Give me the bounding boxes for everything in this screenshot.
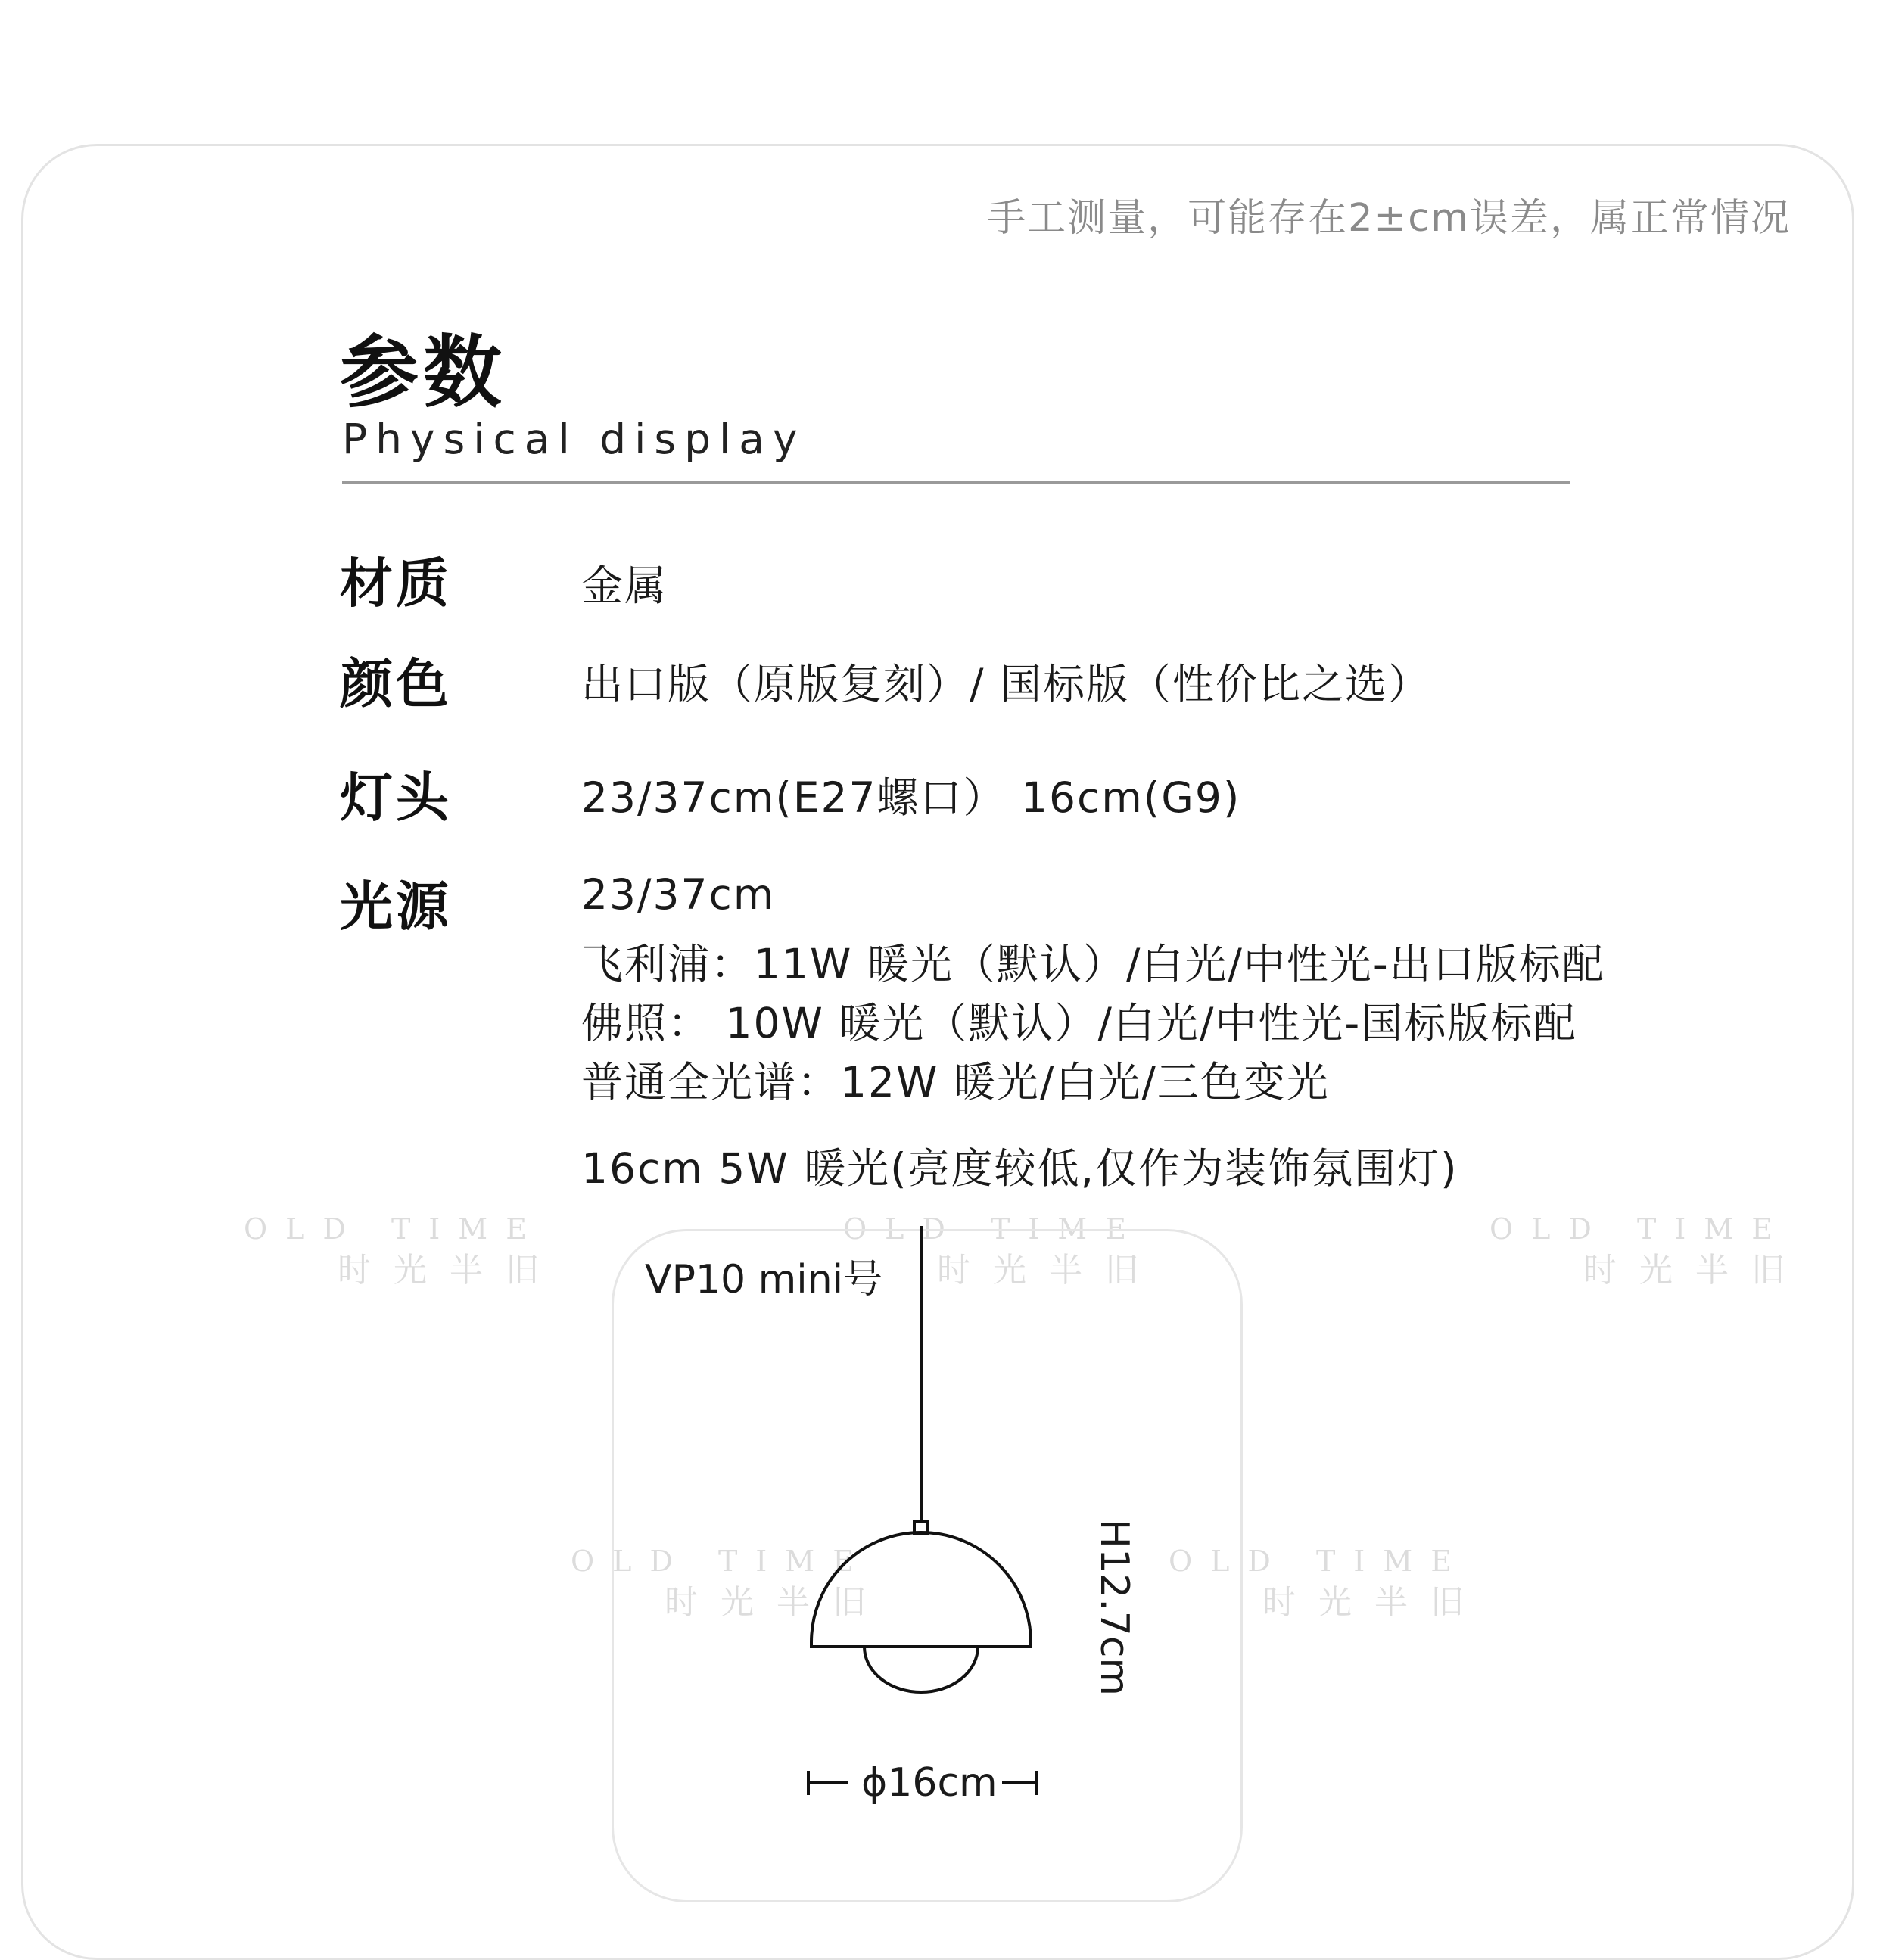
height-dimension-label: H12.7cm xyxy=(1091,1518,1137,1697)
light-source-line: 普通全光谱：12W 暖光/白光/三色变光 xyxy=(581,1058,1330,1106)
spec-value-material: 金属 xyxy=(581,562,668,610)
light-source-line: 佛照： 10W 暖光（默认）/白光/中性光-国标版标配 xyxy=(581,999,1577,1047)
watermark: OLD TIME 时光半旧 xyxy=(1489,1212,1807,1290)
lamp-shade xyxy=(811,1532,1031,1647)
page-subtitle: Physical display xyxy=(342,415,806,463)
spec-value-lamp-base: 23/37cm(E27螺口） 16cm(G9) xyxy=(581,773,1241,822)
spec-value-color: 出口版（原版复刻）/ 国标版（性价比之选） xyxy=(581,660,1432,708)
watermark: OLD TIME 时光半旧 xyxy=(1169,1545,1486,1622)
spec-label-material: 材质 xyxy=(340,552,452,614)
lamp-bulb xyxy=(864,1647,978,1692)
diameter-dimension-label: ϕ16cm xyxy=(861,1760,998,1806)
spec-label-color: 颜色 xyxy=(340,653,452,715)
light-source-line: 飞利浦：11W 暖光（默认）/白光/中性光-出口版标配 xyxy=(581,940,1605,988)
spec-label-light-source: 光源 xyxy=(340,876,452,938)
light-source-line: 16cm 5W 暖光(亮度较低,仅作为装饰氛围灯) xyxy=(581,1144,1458,1193)
watermark: OLD TIME 时光半旧 xyxy=(571,1545,889,1622)
watermark: OLD TIME 时光半旧 xyxy=(244,1212,562,1290)
spec-label-lamp-base: 灯头 xyxy=(340,767,452,829)
light-source-line: 23/37cm xyxy=(581,870,776,919)
page-title: 参数 xyxy=(340,326,507,418)
model-label: VP10 mini号 xyxy=(645,1257,883,1302)
watermark: OLD TIME 时光半旧 xyxy=(843,1212,1161,1290)
measurement-note: 手工测量，可能存在2±cm误差，属正常情况 xyxy=(987,196,1791,241)
